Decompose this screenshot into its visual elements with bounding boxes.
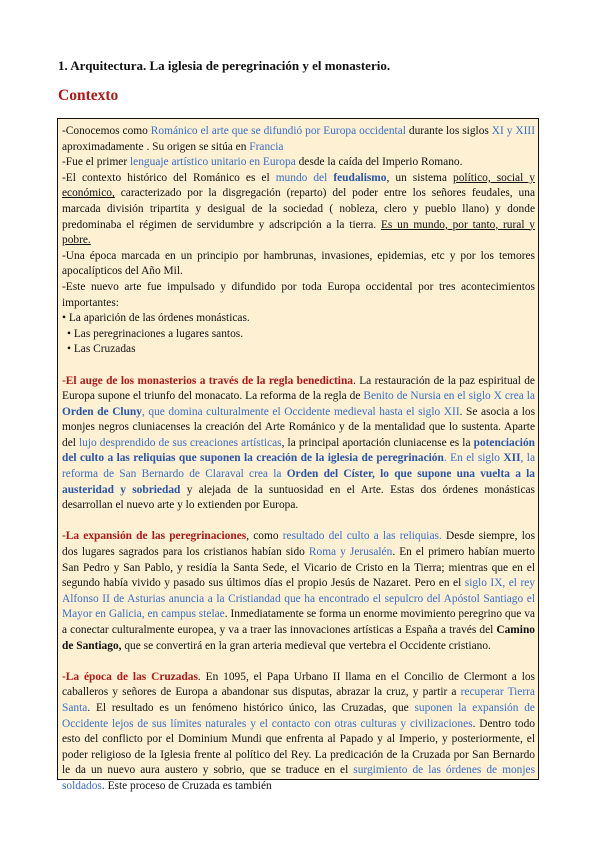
bullet-item: • Las peregrinaciones a lugares santos. [67, 327, 244, 340]
intro-paragraph-5: -Este nuevo arte fue impulsado y difundido por toda Europa occidental por tres acontecimientos importantes: [62, 280, 535, 309]
intro-paragraph-3: -El contexto histórico del Románico es el mundo del feudalismo, un sistema político, social y económico, caracterizado por la disgregación (reparto) del poder entre los señores feudales, una marcada división tripartita y desigual de la sociedad ( nobleza, clero y pueblo llano) y donde predominaba el régimen de servidumbre y adscripción a la tierra. Es un mundo, por tanto, rural y pobre. [62, 171, 535, 247]
intro-paragraph-4: -Una época marcada en un principio por hambrunas, invasiones, epidemias, etc y por los temores apocalípticos del Año Mil. [62, 249, 535, 278]
spacer [62, 358, 535, 374]
intro-paragraph-1: -Conocemos como Románico el arte que se difundió por Europa occidental durante los siglos XI y XIII aproximadamente . Su origen se sitúa en Francia [62, 125, 536, 153]
bullet-item: • Las Cruzadas [67, 343, 136, 356]
intro-paragraph-2: -Fue el primer lenguaje artístico unitario en Europa desde la caída del Imperio Romano. [62, 156, 463, 169]
monasterios-paragraph: -El auge de los monasterios a través de la regla benedictina. La restauración de la paz espiritual de Europa supone el triunfo del monacato. La reforma de la regla de Benito de Nursia en el siglo X crea la Orden de Cluny, que domina culturalmente el Occidente medieval hasta el siglo XII. Se asocia a los monjes negros cluniacenses la creación del Arte Románico y de la mentalidad que lo sustenta. Aparte del lujo desprendido de sus creaciones artísticas, la principal aportación cluniacense es la potenciación del culto a las reliquias que suponen la creación de la iglesia de peregrinación. En el siglo XII, la reforma de San Bernardo de Claraval crea la Orden del Císter, lo que supone una vuelta a la austeridad y sobriedad y alejada de la suntuosidad en el Arte. Estas dos órdenes monásticas desarrollan el nuevo arte y lo extienden por Europa. [62, 374, 536, 512]
cruzadas-paragraph: -La época de las Cruzadas. En 1095, el Papa Urbano II llama en el Concilio de Clermont a los caballeros y señores de Europa a abandonar sus disputas, abrazar la cruz, y partir a recuperar Tierra Santa. El resultado es un fenómeno histórico único, las Cruzadas, que suponen la expansión de Occidente lejos de sus límites naturales y el contacto con otras culturas y civilizaciones. Dentro todo esto del conflicto por el Dominium Mundi que enfrenta al Papado y al Imperio, y posteriormente, el poder religioso de la Iglesia frente al político del Rey. La predicación de la Cruzada por San Bernardo le da un nuevo aura austero y sobrio, que se traduce en el surgimiento de las órdenes de monjes soldados. Este proceso de Cruzada es también [62, 670, 536, 792]
spacer [62, 654, 535, 670]
bullet-item: • La aparición de las órdenes monásticas. [62, 312, 250, 325]
spacer [62, 514, 535, 530]
section-title: Contexto [58, 87, 119, 104]
peregrinaciones-paragraph: -La expansión de las peregrinaciones, como resultado del culto a las reliquias. Desde siempre, los dos lugares sagrados para los cristianos habían sido Roma y Jerusalén. En el primero habían muerto San Pedro y San Pablo, y residía la Santa Sede, el Vicario de Cristo en la Tierra; mientras que en el segundo había vivido y pasado sus últimos días el propio Jesús de Nazaret. Pero en el siglo IX, el rey Alfonso II de Asturias anuncia a la Cristiandad que ha encontrado el sepulcro del Apóstol Santiago el Mayor en Galicia, en campus stelae. Inmediatamente se forma un enorme movimiento peregrino que va a conectar culturalmente europea, y va a traer las innovaciones artísticas a España a través del Camino de Santiago, que se convertirá en la gran arteria medieval que vertebra el Occidente cristiano. [62, 530, 535, 652]
page-heading: 1. Arquitectura. La iglesia de peregrinación y el monasterio. [58, 58, 391, 73]
context-box [57, 118, 539, 792]
